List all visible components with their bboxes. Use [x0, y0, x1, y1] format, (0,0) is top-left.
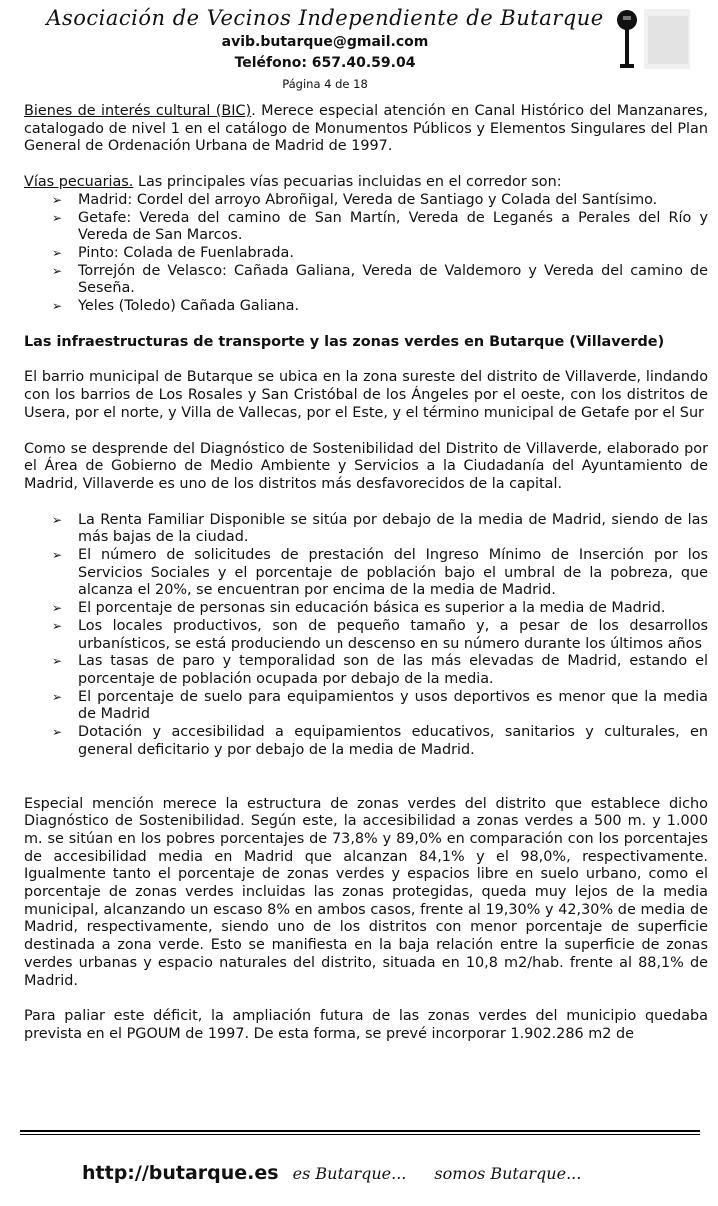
vias-list [24, 192, 708, 316]
paragraph-location: El barrio municipal de Butarque se ubica en la zona sureste del distrito de Villaverde, lindando con los barrios de Los Rosales y San Cristóbal de los Ángeles por el oeste, con los distritos de Usera, por el norte, y Villa de Vallecas, por el Este, y el término municipal de Getafe por el Sur [24, 369, 708, 421]
bic-text: . Merece especial atención en Canal Histórico del Manzanares, catalogado de nivel 1 en el catálogo de Monumentos Públicos y Elementos Singulares del Plan General de Ordenación Urbana de Madrid de 1997. [24, 103, 708, 155]
list-item: ➢ Las tasas de paro y temporalidad son de las más elevadas de Madrid, estando el porcentaje de población ocupada por debajo de la media. [52, 653, 708, 687]
arrow-bullet-icon: ➢ [52, 299, 63, 314]
arrow-bullet-icon: ➢ [52, 725, 63, 740]
arrow-bullet-icon: ➢ [52, 263, 63, 278]
document-body [24, 103, 708, 1044]
arrow-bullet-icon: ➢ [52, 210, 63, 225]
arrow-bullet-icon: ➢ [52, 689, 63, 704]
arrow-bullet-icon: ➢ [52, 245, 63, 260]
list-item: ➢ Los locales productivos, son de pequeño tamaño y, a pesar de los desarrollos urbanísticos, se está produciendo un descenso en su número durante los últimos años [52, 617, 708, 652]
indicator-list [24, 512, 708, 760]
arrow-bullet-icon: ➢ [52, 618, 63, 633]
arrow-bullet-icon: ➢ [52, 601, 63, 616]
association-title: Asociación de Vecinos Independiente de Butarque [46, 6, 604, 30]
arrow-bullet-icon: ➢ [52, 548, 63, 563]
list-item: ➢ El número de solicitudes de prestación del Ingreso Mínimo de Inserción por los Servicios Sociales y el porcentaje de población bajo el umbral de la pobreza, que alcanza el 20%, se encuentran por encima de la media de Madrid. [52, 547, 708, 599]
bic-heading: Bienes de interés cultural (BIC) [24, 103, 252, 119]
paragraph-green-areas: Especial mención merece la estructura de zonas verdes del distrito que establece dicho Diagnóstico de Sostenibilidad. Según este, la accesibilidad a zonas verdes a 500 m. y 1.000 m. se sitúan en los pobres porcentajes de 73,8% y 89,0% en comparación con los porcentajes de accesibilidad media en Madrid que alcanzan 84,1% y el 98,0%, respectivamente. Igualmente tanto el porcentaje de zonas verdes y espacios libre en suelo urbano, como el porcentaje de zonas verdes incluidas las zonas protegidas, queda muy lejos de la media municipal, alcanzando un escaso 8% en ambos casos, frente al 19,30% y 42,30% de media de Madrid, respectivamente, siendo uno de los distritos con menor porcentaje de superficie destinada a zona verde. Esto se manifiesta en la baja relación entre la superficie de zonas verdes urbanas y espacio naturales del distrito, situada en 10,8 m2/hab. frente al 88,1% de Madrid. [24, 795, 708, 989]
vias-paragraph [24, 174, 708, 192]
list-item: ➢ El porcentaje de suelo para equipamientos y usos deportivos es menor que la media de Madrid [52, 688, 708, 723]
list-item: ➢ Dotación y accesibilidad a equipamientos educativos, sanitarios y culturales, en general deficitario y por debajo de la media de Madrid. [52, 724, 708, 758]
paragraph-diagnostic: Como se desprende del Diagnóstico de Sostenibilidad del Distrito de Villaverde, elaborado por el Área de Gobierno de Medio Ambiente y Servicios a la Ciudadanía del Ayuntamiento de Madrid, Villaverde es uno de los distritos más desfavorecidos de la capital. [24, 440, 708, 492]
list-item: ➢ Yeles (Toledo) Cañada Galiana. [52, 298, 300, 315]
list-item: ➢ La Renta Familiar Disponible se sitúa por debajo de la media de Madrid, siendo de las más bajas de la ciudad. [52, 511, 708, 546]
vias-heading: Vías pecuarias. [24, 174, 134, 191]
vias-intro: Las principales vías pecuarias incluidas en el corredor son: [133, 174, 562, 191]
association-logo-icon [610, 6, 690, 72]
list-item: ➢ Madrid: Cordel del arroyo Abroñigal, Vereda de Santiago y Colada del Santísimo. [52, 191, 658, 208]
footer-divider [20, 1130, 700, 1132]
footer-slogan-2: somos Butarque... [434, 1164, 582, 1183]
arrow-bullet-icon: ➢ [52, 512, 63, 527]
list-item: ➢ Pinto: Colada de Fuenlabrada. [52, 244, 294, 261]
list-item: ➢ Getafe: Vereda del camino de San Martín, Vereda de Leganés a Perales del Río y Vereda de San Marcos. [52, 209, 708, 244]
footer-divider [20, 1134, 700, 1135]
footer [82, 1162, 581, 1184]
arrow-bullet-icon: ➢ [52, 654, 63, 669]
footer-url-link[interactable]: http://butarque.es [82, 1162, 279, 1184]
paragraph-pgoum: Para paliar este déficit, la ampliación futura de las zonas verdes del municipio quedaba prevista en el PGOUM de 1997. De esta forma, se prevé incorporar 1.902.286 m2 de [24, 1008, 708, 1042]
footer-slogan-1: es Butarque... [292, 1164, 407, 1183]
header-phone: Teléfono: 657.40.59.04 [234, 55, 416, 71]
list-item: ➢ El porcentaje de personas sin educación básica es superior a la media de Madrid. [52, 600, 666, 617]
page-number: Página 4 de 18 [282, 77, 368, 91]
arrow-bullet-icon: ➢ [52, 192, 63, 207]
list-item: ➢ Torrejón de Velasco: Cañada Galiana, Vereda de Valdemoro y Vereda del camino de Seseña. [52, 262, 708, 297]
section-title: Las infraestructuras de transporte y las zonas verdes en Butarque (Villaverde) [24, 333, 665, 350]
header-email[interactable]: avib.butarque@gmail.com [221, 34, 429, 50]
bic-paragraph [24, 103, 708, 156]
